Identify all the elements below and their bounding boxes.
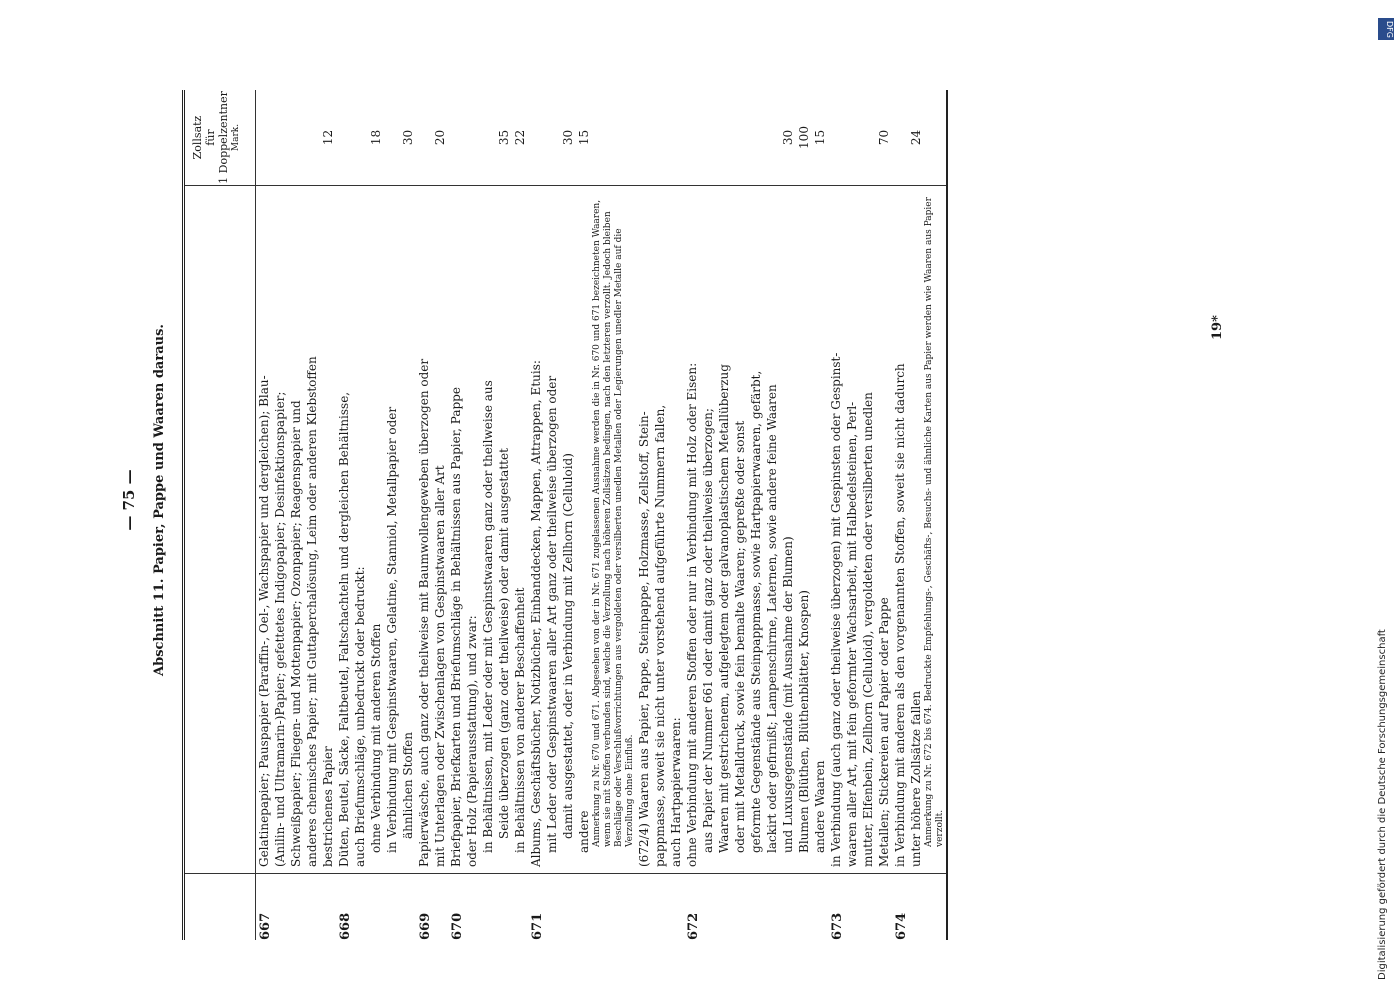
description-line: in Verbindung mit anderen als den vorgenannten Stoffen, soweit sie nicht dadurch	[893, 363, 907, 867]
rate-value: 24	[909, 129, 923, 146]
rate-value	[828, 90, 844, 185]
description-line: oder mit Metalldruck, sowie fein bemalte Waaren; gepreßte oder sonst	[733, 420, 747, 853]
tariff-entry	[924, 90, 946, 940]
description-line: in Verbindung (auch ganz oder theilweise überzogen) mit Gespinsten oder Gespinst-	[829, 352, 843, 867]
description-line: auch Hartpapierwaaren:	[669, 717, 683, 867]
entry-description	[256, 186, 336, 874]
entry-rates	[684, 90, 828, 186]
rate-value	[304, 90, 320, 185]
rate-value: 20	[433, 129, 447, 146]
rate-value	[684, 90, 700, 185]
section-header: Abschnitt 11. Papier, Pappe und Waaren daraus.	[152, 324, 167, 676]
rate-value: 100	[797, 126, 811, 149]
rate-value: 22	[513, 129, 527, 146]
annotation-note: Anmerkung zu Nr. 670 und 671. Abgesehen von der in Nr. 671 zugelassenen Ausnahme werden die in Nr. 670 und 671 bezeichneten Waaren, wenn sie mit Stoffen verbunden sind, welche die Verzollung nach höheren Zollsätzen bedingen, nach den letzteren verzollt. Jedoch bleiben Beschläge oder Verschlußvorrichtungen aus vergoldeten oder versilberten unedlen Metallen oder Legierungen unedler Metalle auf die Verzollung ohne Einfluß.	[592, 199, 635, 847]
tariff-entry	[336, 90, 416, 940]
description-line: Gelatinepapier; Pauspapier (Paraffin-, Oel-, Wachspapier und dergleichen); Blau-	[257, 375, 271, 867]
description-line: unter höhere Zollsätze fallen	[909, 690, 923, 867]
description-line: ohne Verbindung mit anderen Stoffen	[369, 623, 383, 853]
entry-description	[892, 186, 924, 874]
description-line: mit Leder oder Gespinstwaaren aller Art ganz oder theilweise überzogen oder	[545, 375, 559, 853]
description-line: Waaren mit gestrichenem, aufgelegtem oder galvanoplastischem Metallüberzug	[717, 364, 731, 853]
rate-value: 15	[813, 129, 827, 146]
rate-value	[844, 90, 860, 185]
description-line: pappmasse, soweit sie nicht unter vorstehend aufgeführte Nummern fallen,	[653, 404, 667, 867]
rate-value: 12	[321, 129, 335, 146]
rate-value: 15	[577, 129, 591, 146]
description-line: Düten, Beutel, Säcke, Faltbeutel, Faltschachteln und dergleichen Behältnisse,	[337, 391, 351, 867]
tariff-entry	[416, 90, 448, 940]
rate-value	[732, 90, 748, 185]
rate-value	[352, 90, 368, 185]
rate-value	[528, 90, 544, 185]
rotated-sheet: — 75 — Abschnitt 11. Papier, Pappe und Waaren daraus. Zollsatz für 1 Doppelzentner Mark. 667 Gelatinepapier; Pauspapier (Paraffin-, Oel-, Wachspapier und dergleichen); Blau- (Anilin- und Ultramarin-)Papier; gefettetes Indigopapier; Desinfektionspapier; Schweißpapier; Fliegen- und Mottenpapier; Ozonpapier; Reagenspapier und anderes chemisches Papier; mit Guttaperchalösung, Leim oder anderen Klebstoffen bestrichenes Papier 12 668 Düten, Beutel, Säcke, Faltbeutel, Faltschachteln und dergleichen Behältnisse, auch Briefumschläge, unbedruckt oder bedruckt: ohne Verbindung mit anderen Stoffen in Verbindung mit Gespinstwaaren, Gelatine, Stanniol, Metallpapier oder ähnlichen Stoffen 18 30 669 Papierwäsche, auch ganz oder theilweise mit Baumwollengeweben überzogen oder mit Unterlagen oder Zwischenlagen von Gespinstwaaren aller Art 20 670 Briefpapier, Briefkarten und Briefumschläge in Behältnissen aus Papier, Pappe oder Holz (Papierausstattung), und zwar: in Behältnissen, mit Leder oder mit Gespinstwaaren ganz oder theilweise aus Seide überzogen (ganz oder theilweise) oder damit ausgestattet in Behältnissen von anderer Beschaffenheit 35 22 671 Albums, Geschäftsbücher, Notizbücher, Einbanddecken, Mappen, Attrappen, Etuis: mit Leder oder Gespinstwaaren aller Art ganz oder theilweise überzogen oder damit ausgestattet, oder in Verbindung mit Zellhorn (Celluloid) andere 30 15 Anmerkung zu Nr. 670 und 671. Abgesehen von der in Nr. 671 zugelassenen Ausnahme werden die in Nr. 670 und 671 bezeichneten Waaren, wenn sie mit Stoffen verbunden sind, welche die Verzollung nach höheren Zollsätzen bedingen, nach den letzteren verzollt. Jedoch bleiben Beschläge oder Verschlußvorrichtungen aus vergoldeten oder versilberten unedlen Metallen oder Legierungen unedler Metalle auf die Verzollung ohne Einfluß. (672/4) Waaren aus Papier, Pappe, Steinpappe, Holzmasse, Zellstoff, Stein- pappmasse, soweit sie nicht unter vorstehend aufgeführte Nummern fallen, auch Hartpapierwaaren: 672 ohne Verbindung mit anderen Stoffen oder nur in Verbindung mit Holz oder Eisen: aus Papier der Nummer 661 oder damit ganz oder theilweise überzogen; Waaren mit gestrichenem, aufgelegtem oder galvanoplastischem Metallüberzug oder mit Metalldruck, sowie fein bemalte Waaren; gepreßte oder sonst geformte Gegenstände aus Steinpappmasse, sowie Hartpapierwaaren, gefärbt, lackirt oder gefirnißt; Lampenschirme, Laternen, sowie andere feine Waaren und Luxusgegenstände (mit Ausnahme der Blumen) Blumen (Blüthen, Blüthenblätter, Knospen) andere Waaren 30 100 15 673 in Verbindung (auch ganz oder theilweise überzogen) mit Gespinsten oder Gespinst- waaren aller Art, mit fein geformter Wachsarbeit, mit Halbedelsteinen, Perl- mutter, Elfenbein, Zellhorn (Celluloid), vergoldeten oder versilberten unedlen Metallen; Stickereien auf Papier oder Pappe 70 674 in Verbindung mit anderen als den vorgenannten Stoffen, soweit sie nicht dadurch unter höhere Zollsätze fallen 24 Anmerkung zu Nr. 672 bis 674. Bedruckte Empfehlungs-, Geschäfts-, Besuchs- und ähnliche Karten aus Papier werden wie Waaren aus Papier verzollt. 19*	[160, 60, 1250, 940]
entry-rates	[416, 90, 448, 186]
description-line: auch Briefumschläge, unbedruckt oder bedruckt:	[353, 566, 367, 867]
description-line: Metallen; Stickereien auf Papier oder Pappe	[877, 597, 891, 867]
rate-value	[668, 90, 684, 185]
entry-description	[592, 186, 636, 874]
description-line: in Behältnissen, mit Leder oder mit Gespinstwaaren ganz oder theilweise aus	[481, 380, 495, 853]
rate-value	[448, 90, 464, 185]
rate-value	[748, 90, 764, 185]
description-line: waaren aller Art, mit fein geformter Wachsarbeit, mit Halbedelsteinen, Perl-	[845, 401, 859, 867]
entry-description	[528, 186, 592, 874]
entry-rates	[924, 90, 946, 186]
description-line: (Anilin- und Ultramarin-)Papier; gefettetes Indigopapier; Desinfektionspapier;	[273, 391, 287, 867]
rate-value	[288, 90, 304, 185]
entry-number: 667	[258, 912, 273, 940]
rate-value	[652, 90, 668, 185]
funding-note: Digitalisierung gefördert durch die Deutsche Forschungsgemeinschaft	[1377, 629, 1388, 980]
description-line: in Behältnissen von anderer Beschaffenheit	[513, 587, 527, 853]
description-line: und Luxusgegenstände (mit Ausnahme der Blumen)	[781, 536, 795, 853]
entry-description	[416, 186, 448, 874]
tariff-entry	[892, 90, 924, 940]
description-line: (672/4) Waaren aus Papier, Pappe, Steinpappe, Holzmasse, Zellstoff, Stein-	[637, 411, 651, 867]
rate-value: 18	[369, 129, 383, 146]
rate-value	[272, 90, 288, 185]
entry-number	[924, 874, 946, 940]
rate-value: 30	[781, 129, 795, 146]
entry-rates	[828, 90, 892, 186]
entry-number: 673	[830, 912, 845, 940]
description-line: lackirt oder gefirnißt; Lampenschirme, Laternen, sowie andere feine Waaren	[765, 384, 779, 853]
description-line: andere Waaren	[813, 760, 827, 853]
rate-value	[764, 90, 780, 185]
rate-value	[464, 90, 480, 185]
entry-number: 670	[450, 912, 465, 940]
entry-description	[448, 186, 528, 874]
rate-value	[892, 90, 908, 185]
description-line: anderes chemisches Papier; mit Guttaperchalösung, Leim oder anderen Klebstoffen	[305, 356, 319, 867]
entry-number	[636, 874, 684, 940]
entry-description	[336, 186, 416, 874]
entry-rates	[528, 90, 592, 186]
tariff-entry	[256, 90, 336, 940]
rate-value	[636, 90, 652, 185]
entry-rates	[892, 90, 924, 186]
rate-value: 70	[877, 129, 891, 146]
description-line: ähnlichen Stoffen	[401, 731, 415, 839]
tariff-entry	[592, 90, 636, 940]
description-line: Papierwäsche, auch ganz oder theilweise mit Baumwollengeweben überzogen oder	[417, 358, 431, 867]
description-line: oder Holz (Papierausstattung), und zwar:	[465, 615, 479, 867]
description-line: Briefpapier, Briefkarten und Briefumschläge in Behältnissen aus Papier, Pappe	[449, 387, 463, 867]
tariff-entry	[636, 90, 684, 940]
description-line: mutter, Elfenbein, Zellhorn (Celluloid), vergoldeten oder versilberten unedlen	[861, 392, 875, 867]
description-line: Schweißpapier; Fliegen- und Mottenpapier; Ozonpapier; Reagenspapier und	[289, 400, 303, 867]
tariff-entry	[828, 90, 892, 940]
entry-number: 671	[530, 912, 545, 940]
entry-rates	[592, 90, 636, 186]
entry-number: 674	[894, 912, 909, 940]
rate-value	[384, 90, 400, 185]
rate-value	[860, 90, 876, 185]
rate-value	[256, 90, 272, 185]
rate-value	[716, 90, 732, 185]
rate-value: 35	[497, 129, 511, 146]
annotation-note: Anmerkung zu Nr. 672 bis 674. Bedruckte Empfehlungs-, Geschäfts-, Besuchs- und ähnliche Karten aus Papier werden wie Waaren aus Papier verzollt.	[924, 197, 945, 847]
entry-number: 672	[686, 912, 701, 940]
description-line: in Verbindung mit Gespinstwaaren, Gelatine, Stanniol, Metallpapier oder	[385, 406, 399, 853]
description-line: damit ausgestattet, oder in Verbindung mit Zellhorn (Celluloid)	[561, 453, 575, 839]
entry-number	[592, 874, 636, 940]
entry-description	[924, 186, 946, 874]
description-line: Albums, Geschäftsbücher, Notizbücher, Einbanddecken, Mappen, Attrappen, Etuis:	[529, 360, 543, 867]
tariff-entry	[528, 90, 592, 940]
page-number: — 75 —	[120, 469, 138, 531]
entry-number: 669	[418, 912, 433, 940]
table-column-head	[185, 90, 256, 940]
tariff-entry	[684, 90, 828, 940]
entry-rates	[336, 90, 416, 186]
description-line: Seide überzogen (ganz oder theilweise) oder damit ausgestattet	[497, 448, 511, 839]
dfg-logo: DFG	[1378, 18, 1394, 40]
description-line: bestrichenes Papier	[321, 746, 335, 867]
description-line: Blumen (Blüthen, Blüthenblätter, Knospen)	[797, 590, 811, 853]
description-line: aus Papier der Nummer 661 oder damit ganz oder theilweise überzogen;	[701, 408, 715, 853]
description-line: geformte Gegenstände aus Steinpappmasse, sowie Hartpapierwaaren, gefärbt,	[749, 370, 763, 853]
rate-value	[544, 90, 560, 185]
entry-rates	[636, 90, 684, 186]
rate-value	[480, 90, 496, 185]
entry-description	[684, 186, 828, 874]
tariff-entry	[448, 90, 528, 940]
description-line: ohne Verbindung mit anderen Stoffen oder nur in Verbindung mit Holz oder Eisen:	[685, 362, 699, 867]
entry-rates	[256, 90, 336, 186]
entry-description	[636, 186, 684, 874]
rate-value	[700, 90, 716, 185]
rate-value: 30	[561, 129, 575, 146]
tariff-table	[182, 90, 948, 940]
entry-number: 668	[338, 912, 353, 940]
rate-value	[416, 90, 432, 185]
rate-column-head: Zollsatz für 1 Doppelzentner Mark.	[185, 90, 255, 186]
entry-rates	[448, 90, 528, 186]
rate-value: 30	[401, 129, 415, 146]
description-line: mit Unterlagen oder Zwischenlagen von Gespinstwaaren aller Art	[433, 465, 447, 867]
entry-description	[828, 186, 892, 874]
description-line: andere	[577, 810, 591, 853]
rate-value	[336, 90, 352, 185]
